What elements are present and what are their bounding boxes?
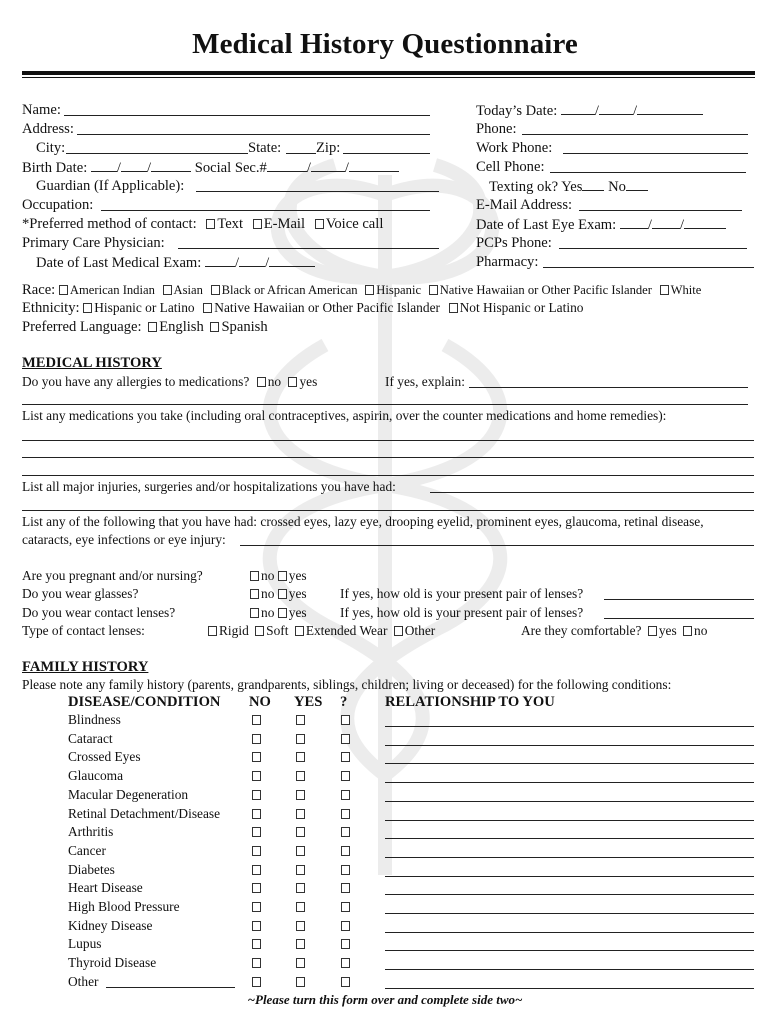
pregnant-options: no yes — [250, 567, 307, 585]
checkbox-yes[interactable] — [296, 902, 305, 912]
today-year-field[interactable] — [637, 101, 703, 115]
ethnicity-label: Ethnicity: — [22, 300, 80, 316]
today-day-field[interactable] — [599, 101, 633, 115]
contacts-age-field[interactable] — [604, 618, 754, 619]
checkbox-no[interactable] — [252, 958, 261, 968]
exam-year-field[interactable] — [269, 253, 315, 267]
exam-month-field[interactable] — [205, 253, 235, 267]
conditions-prompt-line2: cataracts, eye infections or eye injury: — [22, 532, 226, 547]
date-separator: / — [116, 160, 121, 176]
checkbox-unknown[interactable] — [341, 771, 350, 781]
race-row — [22, 281, 701, 299]
family-history-instructions: Please note any family history (parents, grandparents, siblings, children; living or deceased) for the following conditions: — [22, 677, 672, 692]
todays-date-label: Today’s Date: — [476, 103, 558, 119]
medications-prompt: List any medications you take (including oral contraceptives, aspirin, over the counter medications and home remedies): — [22, 408, 667, 423]
col-header-no: NO — [249, 694, 271, 710]
last-medical-exam-label: Date of Last Medical Exam: — [36, 255, 202, 271]
family-history-heading: FAMILY HISTORY — [22, 659, 149, 675]
pcp-phone-field[interactable] — [559, 248, 747, 249]
lens-rigid-checkbox[interactable] — [208, 626, 217, 636]
glasses-question: Do you wear glasses? — [22, 586, 139, 601]
checkbox-unknown[interactable] — [341, 846, 350, 856]
page-title: Medical History Questionnaire — [192, 28, 578, 60]
condition-label: Other — [68, 974, 99, 989]
conditions-prompt-line1: List any of the following that you have had: crossed eyes, lazy eye, drooping eyelid, prominent eyes, glaucoma, retinal disease, — [22, 514, 704, 529]
checkbox-yes[interactable] — [296, 752, 305, 762]
lens-comfort-row: Are they comfortable? yes no — [521, 623, 708, 638]
checkbox[interactable] — [206, 219, 215, 229]
condition-label: Kidney Disease — [68, 918, 153, 933]
texting-yes-label: Yes — [561, 179, 583, 195]
work-phone-field[interactable] — [563, 153, 748, 154]
relationship-field[interactable] — [385, 745, 754, 746]
checkbox-no[interactable] — [252, 977, 261, 987]
ssn-separator: / — [344, 160, 349, 176]
checkbox-unknown[interactable] — [341, 939, 350, 949]
name-field[interactable] — [64, 115, 430, 116]
guardian-field[interactable] — [196, 191, 439, 192]
col-header-unknown: ? — [340, 694, 348, 710]
city-label: City: — [36, 140, 66, 156]
today-month-field[interactable] — [561, 101, 595, 115]
email-label: E-Mail Address: — [476, 197, 573, 213]
medications-line-2[interactable] — [22, 457, 754, 458]
checkbox-no[interactable] — [252, 865, 261, 875]
col-header-yes: YES — [294, 694, 323, 710]
checkbox-yes[interactable] — [296, 939, 305, 949]
checkbox-no[interactable] — [252, 752, 261, 762]
eye-exam-year-field[interactable] — [684, 215, 726, 229]
checkbox-unknown[interactable] — [341, 715, 350, 725]
condition-label: Blindness — [68, 712, 121, 727]
glasses-no-checkbox[interactable] — [250, 589, 259, 599]
todays-date-row: Today’s Date: / / — [476, 101, 703, 120]
lens-comfort-question: Are they comfortable? — [521, 623, 642, 638]
glasses-options: no yes — [250, 585, 307, 603]
lens-soft-checkbox[interactable] — [255, 626, 264, 636]
race-option-hispanic[interactable]: Hispanic — [365, 283, 421, 297]
guardian-label: Guardian (If Applicable): — [36, 178, 185, 194]
ssn-label: Social Sec.# — [194, 160, 267, 176]
state-label: State: — [248, 140, 282, 156]
ethnicity-option-hispanic[interactable]: Hispanic or Latino — [83, 300, 194, 315]
title-divider — [22, 71, 755, 75]
birth-day-field[interactable] — [121, 158, 147, 172]
language-option-english[interactable]: English — [148, 319, 204, 335]
comfort-no-checkbox[interactable] — [683, 626, 692, 636]
medications-line-3[interactable] — [22, 475, 754, 476]
checkbox-no[interactable] — [252, 715, 261, 725]
condition-label: Retinal Detachment/Disease — [68, 806, 221, 821]
allergies-explain-field[interactable] — [469, 387, 748, 388]
pregnant-question: Are you pregnant and/or nursing? — [22, 568, 203, 583]
relationship-field[interactable] — [385, 988, 754, 989]
texting-row — [489, 177, 648, 196]
checkbox-unknown[interactable] — [341, 865, 350, 875]
condition-label: Thyroid Disease — [68, 955, 157, 970]
lens-other-checkbox[interactable] — [394, 626, 403, 636]
checkbox-yes[interactable] — [296, 977, 305, 987]
checkbox-no[interactable] — [252, 846, 261, 856]
ethnicity-option-not-hispanic[interactable]: Not Hispanic or Latino — [449, 300, 584, 315]
relationship-field[interactable] — [385, 857, 754, 858]
checkbox[interactable] — [148, 322, 157, 332]
cell-phone-field[interactable] — [550, 172, 746, 173]
language-row — [22, 318, 268, 336]
checkbox[interactable] — [59, 285, 68, 295]
glasses-age-field[interactable] — [604, 599, 754, 600]
allergies-yes-label: yes — [299, 374, 318, 389]
checkbox-yes[interactable] — [296, 715, 305, 725]
birth-date-label — [22, 158, 399, 177]
checkbox-yes[interactable] — [296, 827, 305, 837]
pharmacy-label: Pharmacy: — [476, 254, 539, 270]
checkbox-unknown[interactable] — [341, 977, 350, 987]
condition-label: Macular Degeneration — [68, 787, 189, 802]
checkbox-no[interactable] — [252, 883, 261, 893]
pharmacy-field[interactable] — [543, 267, 754, 268]
birth-year-field[interactable] — [151, 158, 191, 172]
checkbox[interactable] — [211, 285, 220, 295]
cell-phone-label: Cell Phone: — [476, 159, 545, 175]
checkbox-no[interactable] — [252, 939, 261, 949]
zip-label: Zip: — [316, 140, 341, 156]
ssn-separator: / — [306, 160, 311, 176]
texting-no-label: No — [608, 179, 626, 195]
pcp-phone-label: PCPs Phone: — [476, 235, 552, 251]
conditions-field[interactable] — [240, 545, 754, 546]
checkbox-no[interactable] — [252, 790, 261, 800]
relationship-field[interactable] — [385, 838, 754, 839]
checkbox-no[interactable] — [252, 809, 261, 819]
condition-label: Crossed Eyes — [68, 749, 141, 764]
pregnant-yes-checkbox[interactable] — [278, 571, 287, 581]
contacts-question: Do you wear contact lenses? — [22, 605, 176, 620]
col-header-condition: DISEASE/CONDITION — [68, 694, 221, 710]
checkbox-unknown[interactable] — [341, 921, 350, 931]
relationship-field[interactable] — [385, 801, 754, 802]
checkbox[interactable] — [83, 303, 92, 313]
allergies-no-checkbox[interactable] — [257, 377, 266, 387]
checkbox-unknown[interactable] — [341, 883, 350, 893]
checkbox-unknown[interactable] — [341, 752, 350, 762]
relationship-field[interactable] — [385, 876, 754, 877]
checkbox[interactable] — [429, 285, 438, 295]
medications-line-1[interactable] — [22, 440, 754, 441]
glasses-followup: If yes, how old is your present pair of lenses? — [340, 586, 584, 601]
eye-exam-month-field[interactable] — [620, 215, 648, 229]
injuries-line-2[interactable] — [22, 510, 754, 511]
checkbox[interactable] — [365, 285, 374, 295]
relationship-field[interactable] — [385, 763, 754, 764]
checkbox-yes[interactable] — [296, 790, 305, 800]
relationship-field[interactable] — [385, 894, 754, 895]
phone-label: Phone: — [476, 121, 517, 137]
race-option-white[interactable]: White — [660, 283, 702, 297]
medical-history-heading: MEDICAL HISTORY — [22, 355, 162, 371]
checkbox-no[interactable] — [252, 827, 261, 837]
race-label: Race: — [22, 282, 56, 298]
contacts-options: no yes — [250, 604, 307, 622]
lens-type-options: Rigid Soft Extended Wear Other — [208, 622, 435, 640]
col-header-relationship: RELATIONSHIP TO YOU — [385, 694, 555, 710]
checkbox[interactable] — [449, 303, 458, 313]
checkbox-yes[interactable] — [296, 921, 305, 931]
injuries-prompt: List all major injuries, surgeries and/or hospitalizations you have had: — [22, 479, 396, 494]
name-label: Name: — [22, 102, 61, 118]
race-option-pacific-islander[interactable]: Native Hawaiian or Other Pacific Islander — [429, 283, 652, 297]
work-phone-label: Work Phone: — [476, 140, 553, 156]
allergies-question: Do you have any allergies to medications? — [22, 374, 250, 389]
footer-note: ~Please turn this form over and complete side two~ — [247, 992, 523, 1007]
allergies-explain-field-2[interactable] — [22, 404, 748, 405]
pregnant-no-checkbox[interactable] — [250, 571, 259, 581]
pcp-label: Primary Care Physician: — [22, 235, 165, 251]
checkbox-unknown[interactable] — [341, 902, 350, 912]
state-field[interactable] — [286, 153, 316, 154]
allergies-yes-checkbox[interactable] — [288, 377, 297, 387]
checkbox-unknown[interactable] — [341, 809, 350, 819]
other-condition-field[interactable] — [106, 987, 235, 988]
checkbox-no[interactable] — [252, 902, 261, 912]
language-label: Preferred Language: — [22, 319, 142, 335]
relationship-field[interactable] — [385, 820, 754, 821]
condition-label: Heart Disease — [68, 880, 143, 895]
lens-type-question: Type of contact lenses: — [22, 623, 145, 638]
race-option-black[interactable]: Black or African American — [211, 283, 358, 297]
checkbox-yes[interactable] — [296, 809, 305, 819]
condition-label: Lupus — [68, 936, 102, 951]
address-field[interactable] — [77, 134, 430, 135]
checkbox[interactable] — [660, 285, 669, 295]
birth-month-field[interactable] — [91, 158, 117, 172]
checkbox-unknown[interactable] — [341, 958, 350, 968]
contacts-followup: If yes, how old is your present pair of lenses? — [340, 605, 584, 620]
condition-label: Cataract — [68, 731, 113, 746]
relationship-field[interactable] — [385, 950, 754, 951]
checkbox-yes[interactable] — [296, 883, 305, 893]
checkbox-no[interactable] — [252, 921, 261, 931]
relationship-field[interactable] — [385, 969, 754, 970]
checkbox-yes[interactable] — [296, 865, 305, 875]
contact-method-label: *Preferred method of contact: — [22, 216, 197, 232]
contact-method-row — [22, 215, 383, 233]
language-option-spanish[interactable]: Spanish — [210, 319, 267, 335]
eye-exam-day-field[interactable] — [652, 215, 680, 229]
occupation-field[interactable] — [101, 210, 430, 211]
ssn-part1-field[interactable] — [267, 158, 307, 172]
texting-yes-field[interactable] — [582, 177, 604, 191]
contact-email-option[interactable]: E-Mail — [253, 216, 305, 232]
relationship-field[interactable] — [385, 726, 754, 727]
allergies-no-label: no — [267, 374, 282, 389]
checkbox-unknown[interactable] — [341, 790, 350, 800]
condition-label: High Blood Pressure — [68, 899, 180, 914]
contact-voice-option[interactable]: Voice call — [315, 216, 384, 232]
checkbox-no[interactable] — [252, 771, 261, 781]
condition-label: Diabetes — [68, 862, 115, 877]
texting-no-field[interactable] — [626, 177, 648, 191]
relationship-field[interactable] — [385, 782, 754, 783]
contacts-no-checkbox[interactable] — [250, 608, 259, 618]
city-field[interactable] — [66, 153, 248, 154]
race-option-american-indian[interactable]: American Indian — [59, 283, 155, 297]
checkbox-yes[interactable] — [296, 771, 305, 781]
contacts-yes-checkbox[interactable] — [278, 608, 287, 618]
checkbox[interactable] — [253, 219, 262, 229]
title-divider-thin — [22, 77, 755, 78]
checkbox-unknown[interactable] — [341, 827, 350, 837]
contact-text-option[interactable]: Text — [206, 216, 243, 232]
glasses-yes-checkbox[interactable] — [278, 589, 287, 599]
injuries-line-1[interactable] — [430, 492, 754, 493]
texting-label: Texting ok? — [489, 179, 559, 195]
relationship-field[interactable] — [385, 932, 754, 933]
ssn-part2-field[interactable] — [311, 158, 345, 172]
checkbox[interactable] — [203, 303, 212, 313]
date-separator: / — [146, 160, 152, 176]
ssn-part3-field[interactable] — [349, 158, 399, 172]
checkbox-yes[interactable] — [296, 958, 305, 968]
checkbox[interactable] — [163, 285, 172, 295]
relationship-field[interactable] — [385, 913, 754, 914]
checkbox[interactable] — [210, 322, 219, 332]
checkbox-yes[interactable] — [296, 734, 305, 744]
birth-date-text: Birth Date: — [22, 160, 88, 176]
checkbox-no[interactable] — [252, 734, 261, 744]
pcp-field[interactable] — [178, 248, 439, 249]
address-label: Address: — [22, 121, 74, 137]
last-medical-exam-row: Date of Last Medical Exam: / / — [36, 253, 315, 272]
ethnicity-row — [22, 299, 583, 317]
condition-label: Glaucoma — [68, 768, 124, 783]
phone-field[interactable] — [522, 134, 748, 135]
occupation-label: Occupation: — [22, 197, 94, 213]
allergies-row — [22, 373, 317, 391]
lens-extended-wear-checkbox[interactable] — [295, 626, 304, 636]
checkbox-unknown[interactable] — [341, 734, 350, 744]
comfort-yes-checkbox[interactable] — [648, 626, 657, 636]
email-field[interactable] — [579, 210, 742, 211]
checkbox-yes[interactable] — [296, 846, 305, 856]
condition-label: Cancer — [68, 843, 106, 858]
last-eye-exam-label: Date of Last Eye Exam: — [476, 217, 617, 233]
exam-day-field[interactable] — [239, 253, 265, 267]
condition-label: Arthritis — [68, 824, 114, 839]
ethnicity-option-pacific-islander[interactable]: Native Hawaiian or Other Pacific Islander — [203, 300, 440, 315]
last-eye-exam-row: Date of Last Eye Exam: / / — [476, 215, 726, 234]
checkbox[interactable] — [315, 219, 324, 229]
zip-field[interactable] — [343, 153, 430, 154]
allergies-explain-label: If yes, explain: — [385, 374, 465, 389]
race-option-asian[interactable]: Asian — [163, 283, 203, 297]
